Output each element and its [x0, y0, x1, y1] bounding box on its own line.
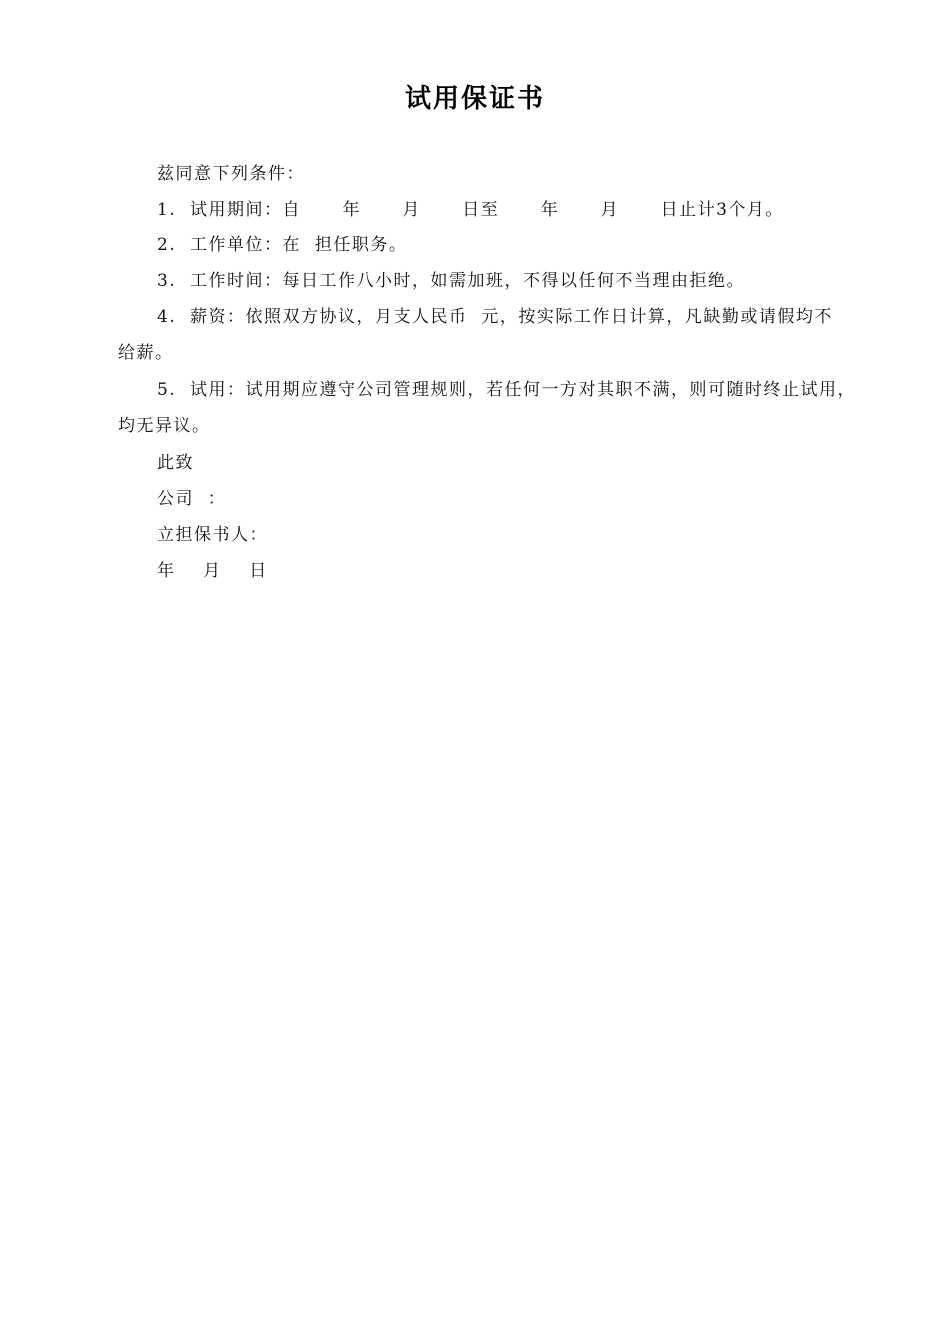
company-line: 公司 ：: [157, 489, 227, 509]
item-5-trial-rules: 5. 试用：试用期应遵守公司管理规则，若任何一方对其职不满，则可随时终止试用，: [157, 380, 857, 400]
item-1-trial-period: 1. 试用期间：自 年 月 日至 年 月 日止计3个月。: [157, 200, 784, 220]
item-5-trial-rules-continued: 均无异议。: [118, 416, 211, 436]
item-4-salary: 4. 薪资：依照双方协议，月支人民币 元，按实际工作日计算，凡缺勤或请假均不: [157, 307, 833, 327]
guarantor-line: 立担保书人：: [157, 525, 268, 545]
intro-line: 兹同意下列条件：: [157, 164, 305, 184]
date-line: 年 月 日: [157, 561, 268, 581]
item-3-work-hours: 3. 工作时间：每日工作八小时，如需加班，不得以任何不当理由拒绝。: [157, 271, 746, 291]
item-4-salary-continued: 给薪。: [118, 343, 174, 363]
item-2-work-unit: 2. 工作单位：在 担任职务。: [157, 235, 408, 255]
closing-line: 此致: [157, 453, 194, 473]
document-title: 试用保证书: [404, 84, 545, 114]
